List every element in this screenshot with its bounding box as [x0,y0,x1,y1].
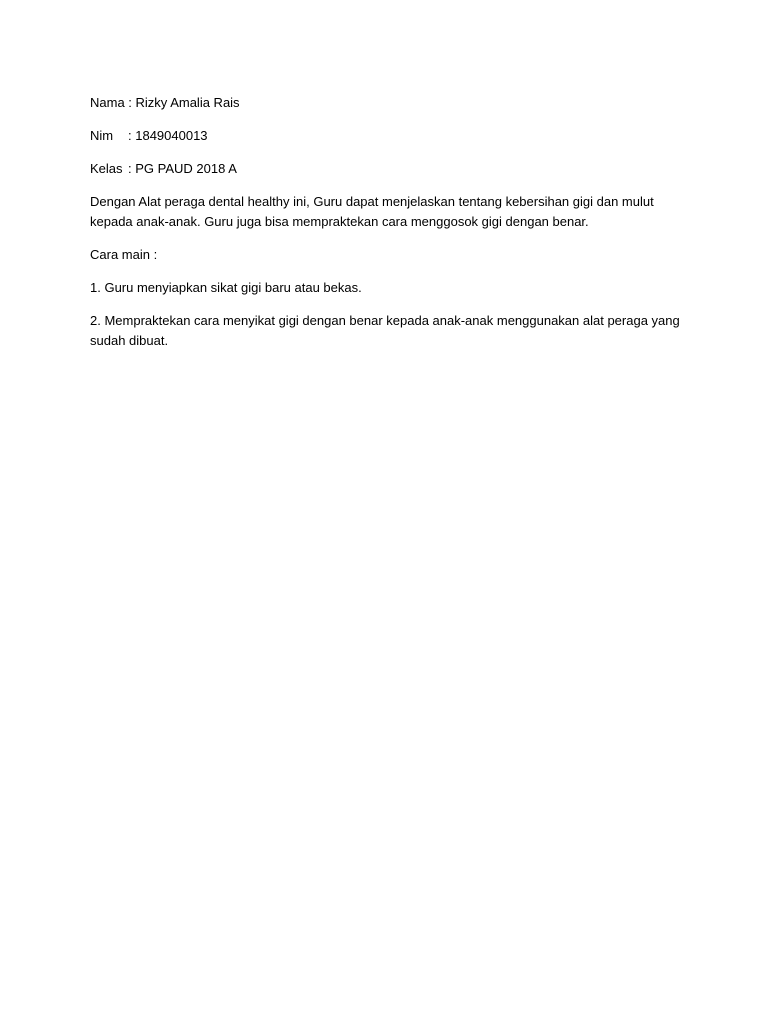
nim-separator: : [128,128,136,143]
kelas-line [90,159,680,179]
name-value: Rizky Amalia Rais [135,95,240,110]
name-line [90,93,680,113]
nim-value: 1849040013 [135,128,208,143]
document-body [90,93,680,364]
kelas-value: PG PAUD 2018 A [135,161,237,176]
step-item-1: 1. Guru menyiapkan sikat gigi baru atau bekas. [90,280,362,295]
intro-paragraph: Dengan Alat peraga dental healthy ini, Guru dapat menjelaskan tentang kebersihan gigi dan mulut kepada anak-anak. Guru juga bisa mempraktekan cara menggosok gigi dengan benar. [90,194,654,229]
name-label: Nama [90,95,125,110]
steps-heading: Cara main : [90,247,158,262]
nim-label: Nim [90,128,114,143]
kelas-label: Kelas [90,161,123,176]
step-item-2: 2. Mempraktekan cara menyikat gigi dengan benar kepada anak-anak menggunakan alat peraga yang sudah dibuat. [90,313,680,348]
kelas-separator: : [128,161,136,176]
nim-line [90,126,680,146]
name-separator: : [124,95,136,110]
